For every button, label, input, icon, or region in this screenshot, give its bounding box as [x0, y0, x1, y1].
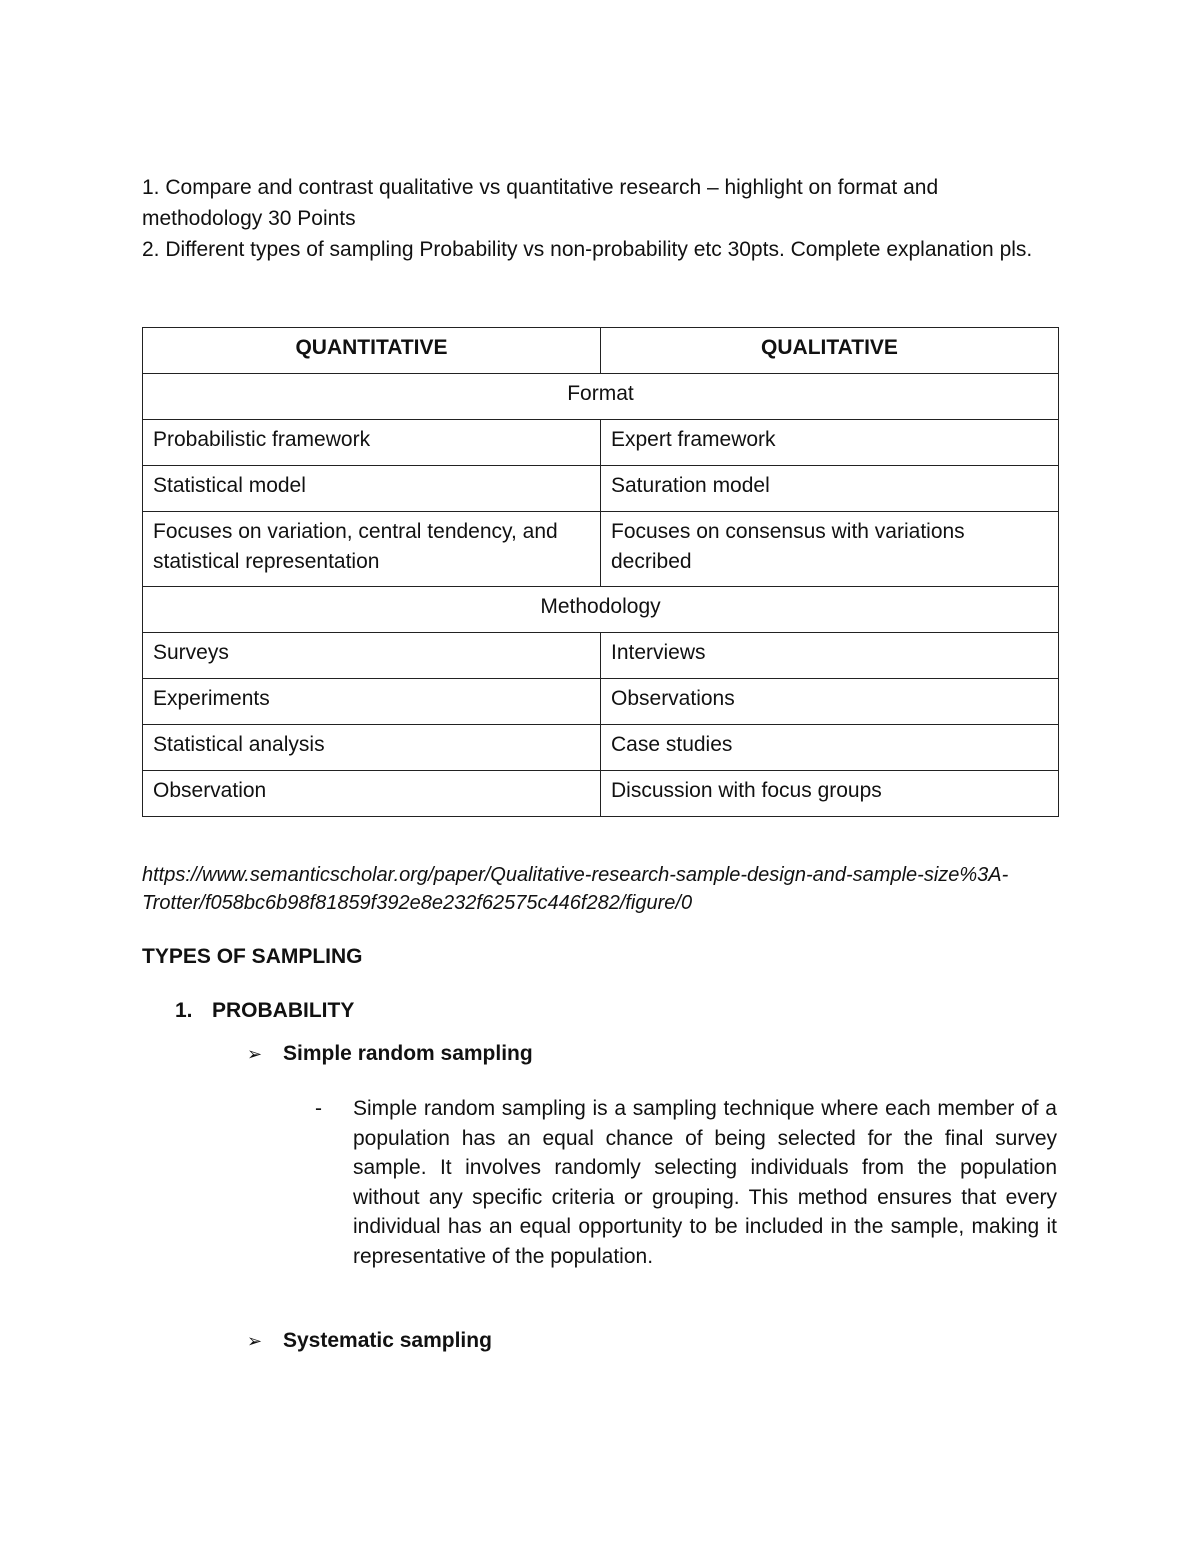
source-link[interactable]: https://www.semanticscholar.org/paper/Qualitative-research-sample-design-and-sample-size%3A-Trotter/f058bc6b98f81859f392e8e232f62575c446f282/figure/0 [142, 864, 1009, 914]
qualitative-cell: Focuses on consensus with variations decribed [601, 512, 1059, 587]
qualitative-cell: Case studies [601, 725, 1059, 771]
systematic-sampling-heading [247, 1329, 492, 1353]
table-row [143, 512, 1059, 587]
quantitative-cell: Surveys [143, 633, 601, 679]
qualitative-cell: Discussion with focus groups [601, 771, 1059, 817]
table-row [143, 420, 1059, 466]
arrow-bullet-icon: ➢ [247, 1044, 263, 1064]
table-row [143, 679, 1059, 725]
quantitative-cell: Statistical analysis [143, 725, 601, 771]
header-qualitative: QUALITATIVE [601, 328, 1059, 374]
types-of-sampling-heading: TYPES OF SAMPLING [142, 945, 363, 968]
question-2: 2. Different types of sampling Probability vs non-probability etc 30pts. Complete explanation pls. [142, 238, 1033, 261]
qualitative-cell: Saturation model [601, 466, 1059, 512]
quantitative-cell: Observation [143, 771, 601, 817]
comparison-table [142, 327, 1059, 817]
qualitative-cell: Expert framework [601, 420, 1059, 466]
question-1: 1. Compare and contrast qualitative vs quantitative research – highlight on format and methodology 30 Points [142, 176, 939, 230]
section-label-methodology: Methodology [143, 587, 1059, 633]
simple-random-sampling-heading [247, 1042, 533, 1066]
list-number: 1. [175, 999, 193, 1022]
table-row [143, 466, 1059, 512]
quantitative-cell: Focuses on variation, central tendency, and statistical representation [143, 512, 601, 587]
section-label-format: Format [143, 374, 1059, 420]
table-row [143, 771, 1059, 817]
assignment-questions [142, 172, 1062, 265]
subsection-title: Systematic sampling [283, 1329, 492, 1352]
table-row [143, 725, 1059, 771]
dash-bullet: - [315, 1097, 322, 1120]
probability-heading [175, 999, 354, 1023]
section-row-format [143, 374, 1059, 420]
quantitative-cell: Statistical model [143, 466, 601, 512]
qualitative-cell: Interviews [601, 633, 1059, 679]
section-row-methodology [143, 587, 1059, 633]
probability-label: PROBABILITY [212, 999, 355, 1022]
header-quantitative: QUANTITATIVE [143, 328, 601, 374]
arrow-bullet-icon: ➢ [247, 1331, 263, 1351]
qualitative-cell: Observations [601, 679, 1059, 725]
subsection-title: Simple random sampling [283, 1042, 533, 1065]
table-row [143, 633, 1059, 679]
quantitative-cell: Probabilistic framework [143, 420, 601, 466]
table-header-row [143, 328, 1059, 374]
simple-random-description [315, 1094, 1057, 1271]
description-text: Simple random sampling is a sampling technique where each member of a population has an equal chance of being selected for the final survey sample. It involves randomly selecting individuals from the population without any specific criteria or grouping. This method ensures that every individual has an equal opportunity to be included in the sample, making it representative of the population. [353, 1097, 1057, 1268]
quantitative-cell: Experiments [143, 679, 601, 725]
